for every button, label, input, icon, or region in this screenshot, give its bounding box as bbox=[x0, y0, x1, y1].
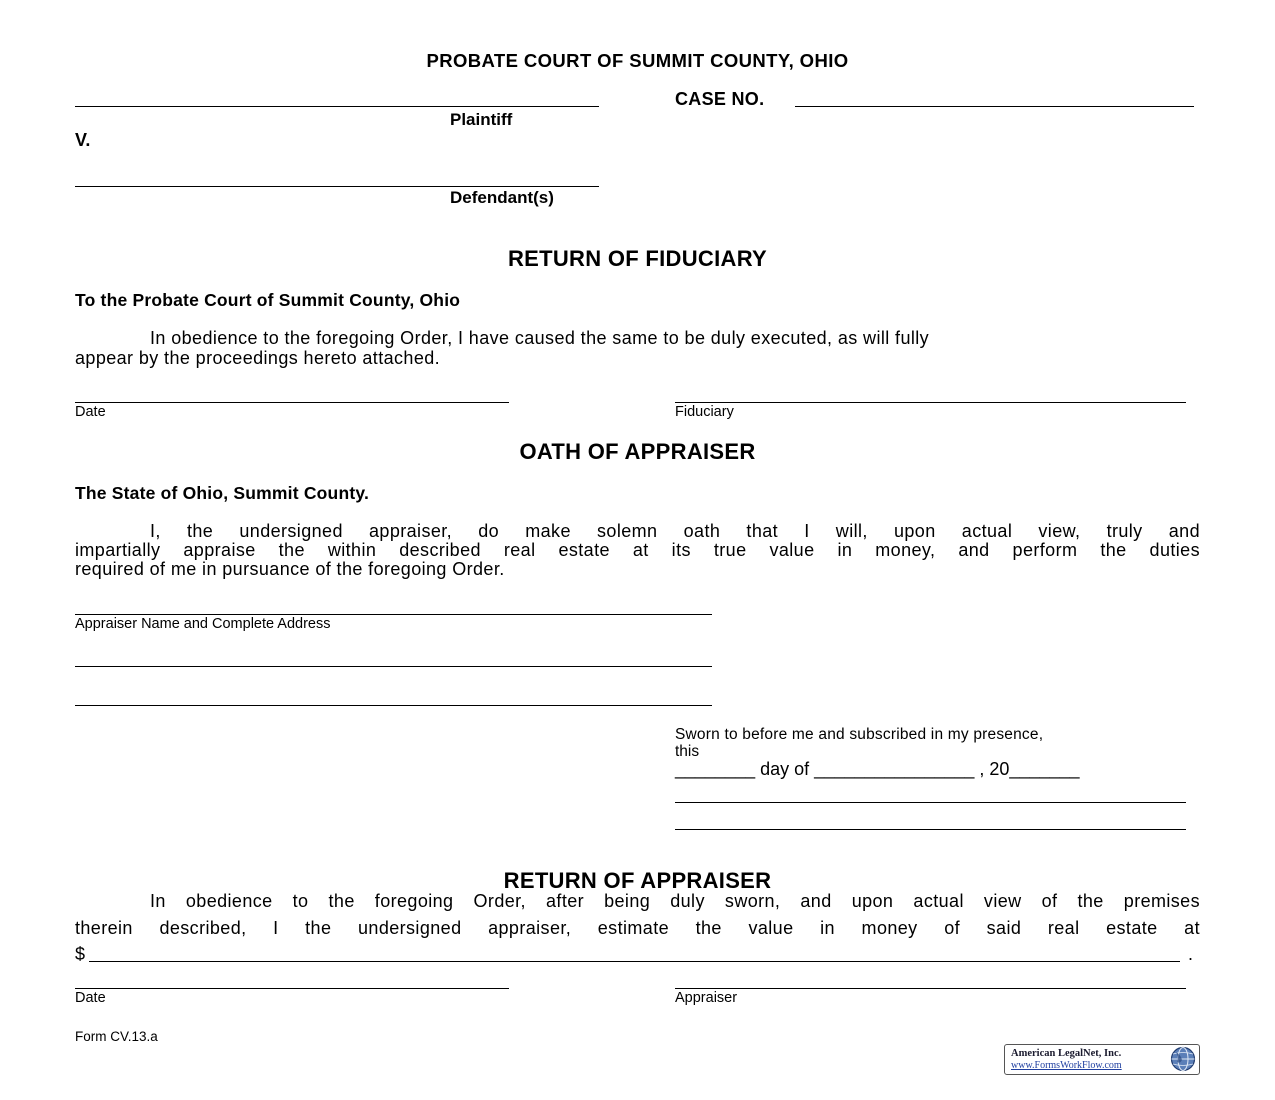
appraiser-name-label: Appraiser Name and Complete Address bbox=[75, 616, 331, 632]
dollar-sign: $ bbox=[75, 944, 86, 964]
logo-website-link[interactable]: www.FormsWorkFlow.com bbox=[1011, 1060, 1122, 1071]
return-appraiser-body-line1: In obedience to the foregoing Order, after being duly sworn, and upon actual view of the premises bbox=[150, 891, 1200, 911]
appraiser-address-field-1[interactable] bbox=[75, 666, 712, 667]
case-no-label: CASE NO. bbox=[675, 89, 765, 109]
versus-label: V. bbox=[75, 130, 91, 150]
fiduciary-addressee: To the Probate Court of Summit County, Ohio bbox=[75, 290, 461, 310]
defendant-label: Defendant(s) bbox=[450, 188, 554, 207]
appraised-value-field[interactable] bbox=[89, 961, 1180, 962]
appraiser-date-label: Date bbox=[75, 990, 106, 1006]
notary-signature-field-1[interactable] bbox=[675, 802, 1186, 803]
plaintiff-label: Plaintiff bbox=[450, 110, 513, 129]
appraiser-signature-label: Appraiser bbox=[675, 990, 738, 1006]
return-appraiser-body-line2: therein described, I the undersigned appraiser, estimate the value in money of said real estate at bbox=[75, 918, 1200, 938]
fiduciary-body-line2: appear by the proceedings hereto attached. bbox=[75, 348, 441, 368]
appraiser-address-field-2[interactable] bbox=[75, 705, 712, 706]
sworn-year-prefix: , 20 bbox=[979, 759, 1010, 779]
sworn-text-line1: Sworn to before me and subscribed in my presence, bbox=[675, 726, 1044, 743]
american-legalnet-logo[interactable] bbox=[1004, 1044, 1200, 1075]
return-appraiser-heading: RETURN OF APPRAISER bbox=[503, 868, 772, 893]
oath-body-line2: impartially appraise the within described real estate at its true value in money, and perform the duties bbox=[75, 540, 1200, 560]
oath-body-line1: I, the undersigned appraiser, do make solemn oath that I will, upon actual view, truly and bbox=[150, 521, 1200, 541]
form-number: Form CV.13.a bbox=[75, 1029, 158, 1044]
fiduciary-body-line1: In obedience to the foregoing Order, I have caused the same to be duly executed, as will fully bbox=[150, 328, 930, 348]
sworn-month-field[interactable]: ________________ bbox=[814, 759, 975, 779]
fiduciary-date-field[interactable] bbox=[75, 402, 509, 403]
sworn-text-line2: this bbox=[675, 743, 700, 760]
defendant-field[interactable] bbox=[75, 186, 599, 187]
oath-venue: The State of Ohio, Summit County. bbox=[75, 483, 370, 503]
logo-company-name: American LegalNet, Inc. bbox=[1011, 1048, 1122, 1059]
sworn-day-of-label: day of bbox=[760, 759, 810, 779]
return-fiduciary-heading: RETURN OF FIDUCIARY bbox=[507, 246, 768, 271]
sworn-year-field[interactable]: _______ bbox=[1009, 759, 1080, 779]
sworn-date-row bbox=[675, 759, 1186, 780]
appraiser-signature-field[interactable] bbox=[675, 988, 1186, 989]
court-title: PROBATE COURT OF SUMMIT COUNTY, OHIO bbox=[426, 50, 849, 71]
fiduciary-signature-field[interactable] bbox=[675, 402, 1186, 403]
fiduciary-date-label: Date bbox=[75, 404, 106, 420]
sworn-day-field[interactable]: ________ bbox=[675, 759, 756, 779]
case-no-field[interactable] bbox=[795, 106, 1194, 107]
plaintiff-field[interactable] bbox=[75, 106, 599, 107]
notary-signature-field-2[interactable] bbox=[675, 829, 1186, 830]
value-end-period: . bbox=[1188, 944, 1194, 964]
oath-body-line3: required of me in pursuance of the foregoing Order. bbox=[75, 559, 505, 579]
appraiser-name-field[interactable] bbox=[75, 614, 712, 615]
fiduciary-signature-label: Fiduciary bbox=[675, 404, 734, 420]
oath-appraiser-heading: OATH OF APPRAISER bbox=[519, 439, 756, 464]
globe-icon bbox=[1170, 1046, 1196, 1072]
appraiser-date-field[interactable] bbox=[75, 988, 509, 989]
